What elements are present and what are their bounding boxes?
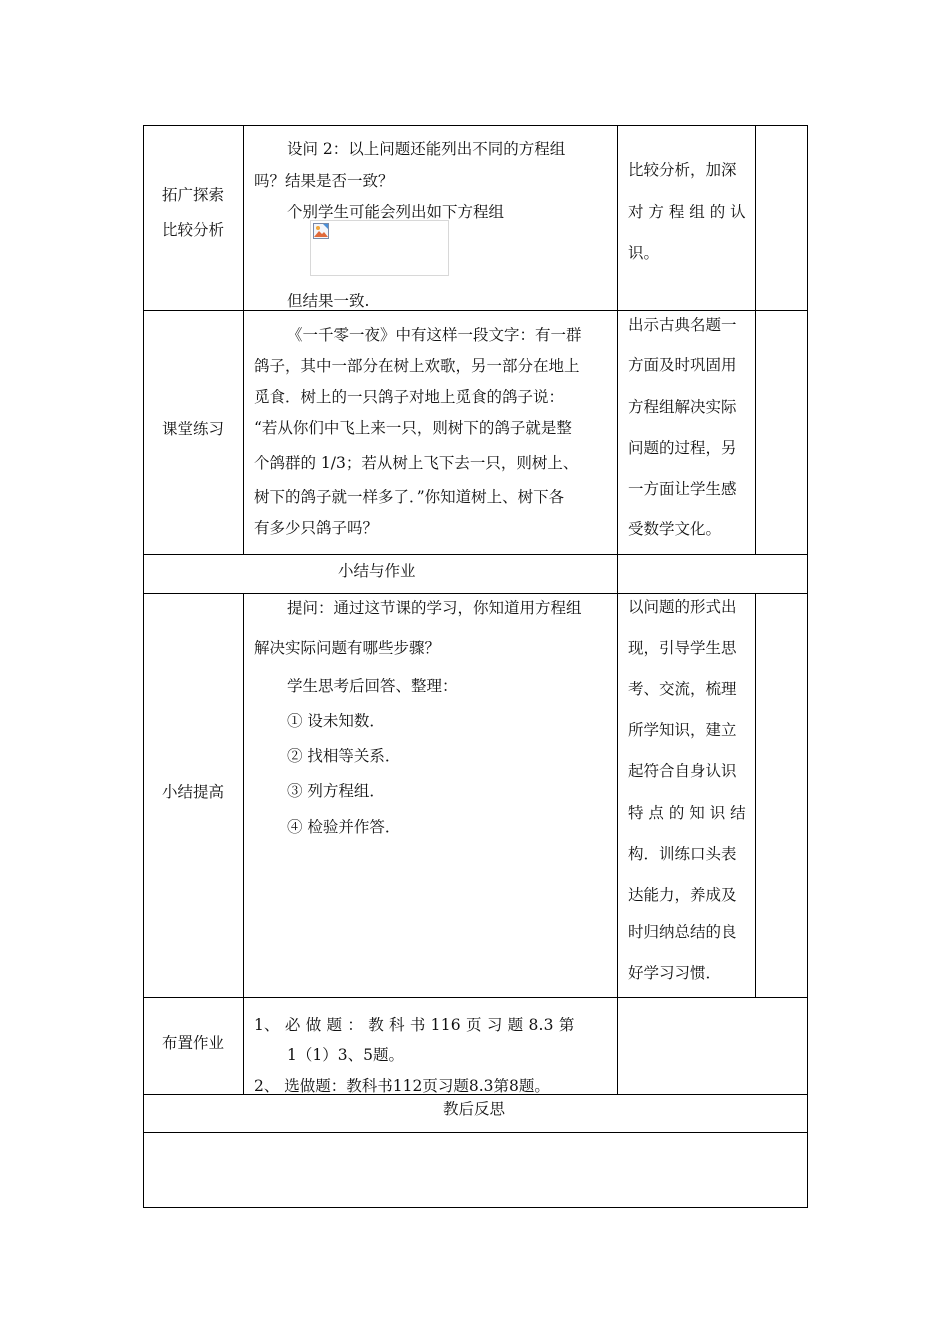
explore-content-line: 个别学生可能会列出如下方程组 <box>287 203 505 221</box>
homework-line-3: 2、 选做题：教科书112页习题8.3第8题。 <box>254 1077 550 1095</box>
practice-label: 课堂练习 <box>161 420 224 438</box>
summary-content-line: 学生思考后回答、整理： <box>287 677 458 695</box>
practice-note-line: 问题的过程，另 <box>628 439 737 457</box>
summary-note-line: 现，引导学生思 <box>628 639 737 657</box>
summary-note-line: 时归纳总结的良 <box>628 923 737 941</box>
explore-note-line: 识。 <box>628 244 660 262</box>
practice-note-line: 方程组解决实际 <box>628 398 737 416</box>
summary-step-2: ② 找相等关系． <box>287 747 401 765</box>
practice-content-line: “若从你们中飞上来一只，则树下的鸽子就是整 <box>254 419 572 437</box>
explore-note-line: 对 方 程 组 的 认 <box>628 203 746 221</box>
summary-section-header: 小结与作业 <box>338 562 416 580</box>
practice-content-line: 《一千零一夜》中有这样一段文字：有一群 <box>287 326 582 344</box>
homework-label: 布置作业 <box>161 1034 224 1052</box>
practice-content-line: 个鸽群的 1/3；若从树上飞下去一只，则树上、 <box>254 454 579 472</box>
summary-note-line: 考、交流，梳理 <box>628 680 737 698</box>
explore-content-line: 吗？结果是否一致？ <box>254 172 394 190</box>
summary-note-line: 以问题的形式出 <box>628 598 737 616</box>
summary-note-line: 起符合自身认识 <box>628 762 737 780</box>
broken-image-icon <box>313 223 329 239</box>
practice-content-line: 树下的鸽子就一样多了．”你知道树上、树下各 <box>254 488 565 506</box>
practice-note-line: 出示古典名题一 <box>628 316 737 334</box>
explore-label-line-1: 拓广探索 <box>161 186 224 204</box>
summary-note-line: 好学习习惯． <box>628 964 722 982</box>
explore-content-line: 但结果一致. <box>287 292 370 310</box>
summary-step-3: ③ 列方程组． <box>287 782 385 800</box>
practice-content-line: 有多少只鸽子吗？ <box>254 519 379 537</box>
summary-step-4: ④ 检验并作答． <box>287 818 401 836</box>
reflection-empty-cell <box>144 1133 807 1207</box>
practice-content-line: 觅食．树上的一只鸽子对地上觅食的鸽子说： <box>254 388 565 406</box>
homework-line-2: 1（1）3、5题。 <box>287 1046 404 1064</box>
summary-label: 小结提高 <box>161 783 224 801</box>
summary-content-line: 提问：通过这节课的学习，你知道用方程组 <box>287 599 582 617</box>
practice-note-line: 方面及时巩固用 <box>628 356 737 374</box>
explore-note-line: 比较分析，加深 <box>628 161 737 179</box>
summary-content-line: 解决实际问题有哪些步骤？ <box>254 639 441 657</box>
summary-note-line: 特 点 的 知 识 结 <box>628 804 746 822</box>
reflection-header: 教后反思 <box>443 1100 506 1118</box>
equation-system-image <box>310 220 449 276</box>
practice-content-line: 鸽子，其中一部分在树上欢歌，另一部分在地上 <box>254 357 580 375</box>
summary-step-1: ① 设未知数． <box>287 712 385 730</box>
explore-label-line-2: 比较分析 <box>161 221 224 239</box>
summary-note-line: 所学知识，建立 <box>628 721 737 739</box>
summary-note-line: 构．训练口头表 <box>628 845 737 863</box>
summary-note-line: 达能力，养成及 <box>628 886 737 904</box>
practice-note-line: 受数学文化。 <box>628 520 722 538</box>
homework-line-1: 1、 必 做 题 ： 教 科 书 116 页 习 题 8.3 第 <box>254 1016 575 1034</box>
practice-note-line: 一方面让学生感 <box>628 480 737 498</box>
explore-content-line: 设问 2：以上问题还能列出不同的方程组 <box>287 140 566 158</box>
